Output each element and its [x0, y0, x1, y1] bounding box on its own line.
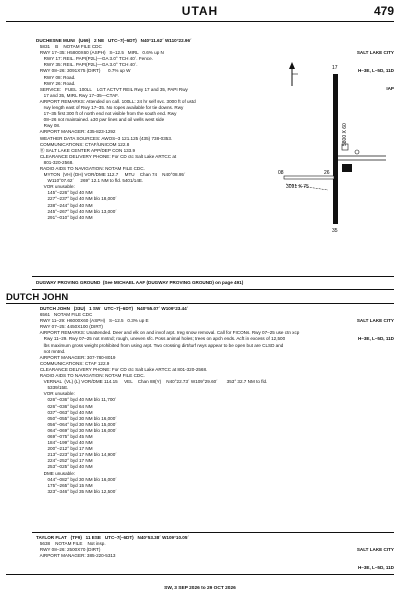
runway-17-label: 17 [332, 65, 338, 71]
text-line: 064°–069° byd 30 NM blo 16,000´ [36, 427, 117, 433]
effective-dates-footer: SW, 3 SEP 2026 to 29 OCT 2026 [164, 586, 236, 591]
text-line: RWY 26: Road. [36, 80, 76, 86]
text-line: AIRPORT REMARKS: Unattended. Deer and elk on and invof arpt. Ireg snow removal. Call for FICONs. Rwy 07–25 use ctn xcp [36, 330, 300, 336]
text-line: RWY 35: REIL. PAPI(P2L)—GA 3.0° TCH 40´. [36, 62, 138, 68]
text-line: VERNAL (VL) (L) VOR/DME 114.15 VEL Chan 88(Y) N40°22.73´ W109°29.60´ 353° 32.7 NM to fld. [36, 379, 268, 385]
text-line: RWY 17: REIL. PAPI(P2L)—GA 3.0° TCH 40´. Fence. [36, 56, 153, 62]
text-line: VOR unusable: [36, 391, 75, 397]
dutch-john-chart-ref [357, 306, 394, 348]
text-line: RADIO AIDS TO NAVIGATION: NOTAM FILE CDC. [36, 373, 145, 379]
beacon-icon [355, 150, 359, 154]
text-line: COMMUNICATIONS: CTAF 122.9 [36, 360, 110, 366]
text-line: TAYLOR FLAT (TF9) 11 ESE UTC–7(–6DT) N40°53.38´ W109°10.05´ [36, 535, 189, 540]
text-line: 08–26 not maintained. ±30 pwr lines and oil wells west side [36, 117, 165, 123]
text-line: RWY 07–25: 4450X100 (DIRT) [36, 324, 103, 330]
text-line: 291°–010° byd 40 NM [36, 214, 93, 220]
dutch-john-section-title: DUTCH JOHN [6, 292, 69, 303]
text-line: Rwy 08. [36, 123, 61, 129]
chart-ref-line: SALT LAKE CITY [356, 547, 394, 552]
duchesne-text [36, 38, 196, 221]
dutch-john-entry [36, 306, 299, 495]
dirt-runway-length-label: 3091 X 75 [286, 184, 309, 190]
text-line: RWY 17–35: H5800X60 (ASPH) S–12.5 MIRL 0.6% up N [36, 50, 164, 56]
text-line: W110°07.62´ 269° 12.1 NM to fld. 5401/14E. [36, 178, 144, 184]
text-line: rwy length east of Rwy 17–35. No ropes available for tie downs. Rwy [36, 105, 184, 111]
text-line: COMMUNICATIONS: CTAF/UNICOM 122.8 [36, 141, 130, 147]
text-line: AIRPORT MANAGER: 307-780-8019 [36, 354, 116, 360]
text-line: 026°–036° byd 64 NM [36, 403, 93, 409]
section-rule [32, 276, 394, 277]
text-line: 037°–063° byd 40 NM [36, 409, 93, 415]
text-line: 5831 B NOTAM FILE CDC [36, 44, 102, 50]
text-line: 323°–346° byd 35 NM blo 12,500´ [36, 488, 117, 494]
text-line: 175°–265° byd 15 NM [36, 482, 93, 488]
text-line: 145°–226° byd 40 NM [36, 190, 93, 196]
apron [342, 164, 352, 172]
chart-ref-line: H–3E, L–5D, 11D [357, 565, 394, 570]
chart-ref-line: IAP [386, 86, 394, 91]
chart-ref-line: H–3E, L–5D, 11D [357, 336, 394, 341]
text-line: CLEARANCE DELIVERY PHONE: For CD ctc Salt Lake ARTCC at 801-320-2568. [36, 366, 208, 372]
chart-ref-line: SALT LAKE CITY [356, 318, 394, 323]
duchesne-entry [36, 38, 196, 221]
text-line: 056°–064° byd 30 NM blo 15,000´ [36, 421, 117, 427]
text-line: 200°–212° byd 17 NM [36, 446, 93, 452]
text-line: RWY 11–29: H6000X60 (ASPH) S–12.5 0.3% up E [36, 318, 149, 324]
text-line: 227°–237° byd 40 NM blo 18,000´ [36, 196, 117, 202]
text-line: 026°–036° byd 40 NM blo 11,700´ [36, 397, 117, 403]
text-line: RWY 08: Road. [36, 74, 76, 80]
text-line: 213°–223° byd 17 NM blo 14,900´ [36, 452, 117, 458]
text-line: 050°–055° byd 30 NM blo 16,000´ [36, 415, 117, 421]
text-line: 17 and 35, MIRL Rwy 17–35—CTAF. [36, 92, 119, 98]
text-line: 6561 NOTAM FILE CDC [36, 312, 93, 318]
chart-ref-line: SALT LAKE CITY [356, 50, 394, 55]
text-line: VOR unusable: [36, 184, 75, 190]
runway-08-26 [284, 176, 334, 179]
taylor-flat-entry [36, 535, 189, 559]
footer-rule [6, 574, 394, 575]
text-line: lbs maximum gross weight prohibited from using arpt. Two crossing dirt/turf rwys appear to be open but are CLSD and [36, 342, 284, 348]
text-line: 224°–252° byd 17 NM [36, 458, 93, 464]
taylor-flat-text [36, 535, 189, 559]
text-line: 184°–199° byd 40 NM [36, 440, 93, 446]
text-line: Rwy 11–29. Rwy 07–25 not mntnd; rough, uneven sfc. Poss animal holes; trees on apch ends. Acft in excess of 12,500 [36, 336, 286, 342]
text-line: RWY 08–26: 2500X70 (DIRT) [36, 547, 101, 553]
runway-08-label: 08 [278, 170, 284, 176]
dutch-john-text [36, 306, 299, 495]
text-line: DUTCH JOHN (33U) 1 SW UTC–7(–6DT) N40°55.07´ W109°23.44´ [36, 306, 189, 311]
duchesne-airport-diagram [276, 60, 396, 238]
text-line: RADIO AIDS TO NAVIGATION: NOTAM FILE CDC. [36, 165, 145, 171]
text-line: DME unusable: [36, 470, 76, 476]
text-line: CLEARANCE DELIVERY PHONE: For CD ctc Salt Lake ARTCC at [36, 153, 177, 159]
text-line: SERVICE: FUEL 100LL LGT ACTVT REIL Rwy 17 and 35, PAPI Rwy [36, 86, 188, 92]
runway-length-label: 5800 X 60 [342, 123, 348, 146]
section-rule [6, 303, 394, 304]
section-rule [32, 532, 394, 533]
text-line: RWY 08–26: 3091X75 (DIRT) 0.7% up W [36, 68, 131, 74]
runway-26-label: 26 [324, 170, 330, 176]
taylor-flat-chart-ref [357, 535, 394, 577]
text-line: Ⓡ SALT LAKE CENTER APP/DEP CON 133.9 [36, 147, 136, 153]
text-line: 17–35 first 300 ft of north end not visible from the south end. Rwy [36, 111, 177, 117]
header-rule [6, 21, 394, 22]
runway-17-35 [333, 74, 338, 224]
text-line: AIRPORT MANAGER: 385-220-5313 [36, 553, 116, 559]
page-number: 479 [373, 4, 394, 18]
chart-ref-line: H–3E, L–5D, 11D [357, 68, 394, 73]
text-line: 245°–267° byd 40 NM blo 13,000´ [36, 208, 117, 214]
text-line: MYTON (VH) (DH) VOR/DME 112.7 MTU Chan 74 N40°08.95´ [36, 172, 186, 178]
text-line: WEATHER DATA SOURCES: AWOS–3 121.125 (435) 738-0353. [36, 135, 173, 141]
text-line: DUCHESNE MUNI (U69) 2 NE UTC–7(–6DT) N40°11.62´ W110°22.96´ [36, 38, 192, 43]
text-line: 069°–075° byd 45 NM [36, 433, 93, 439]
text-line: AIRPORT REMARKS: Attended on call. 100LL: 24 hr self svc. 3000 ft of ustd [36, 98, 196, 104]
text-line: 5638 NOTAM FILE Not insp. [36, 541, 106, 547]
runway-35-label: 35 [332, 228, 338, 234]
text-line: not mntnd. [36, 348, 66, 354]
text-line: 5339/15E. [36, 385, 69, 391]
section-rule [32, 289, 394, 290]
text-line: 238°–244° byd 40 NM [36, 202, 93, 208]
dugway-proving-ground: DUGWAY PROVING GROUND (See MICHAEL AAF (DUGWAY PROVING GROUND) on page 491) [36, 280, 244, 285]
text-line: 253°–025° byd 40 NM [36, 464, 93, 470]
text-line: AIRPORT MANAGER: 435-823-1292 [36, 129, 116, 135]
page-state-title: UTAH [181, 4, 219, 18]
north-arrow-icon [289, 62, 298, 86]
text-line: 044°–082° byd 30 NM blo 16,000´ [36, 476, 117, 482]
text-line: 801-320-2568. [36, 159, 74, 165]
